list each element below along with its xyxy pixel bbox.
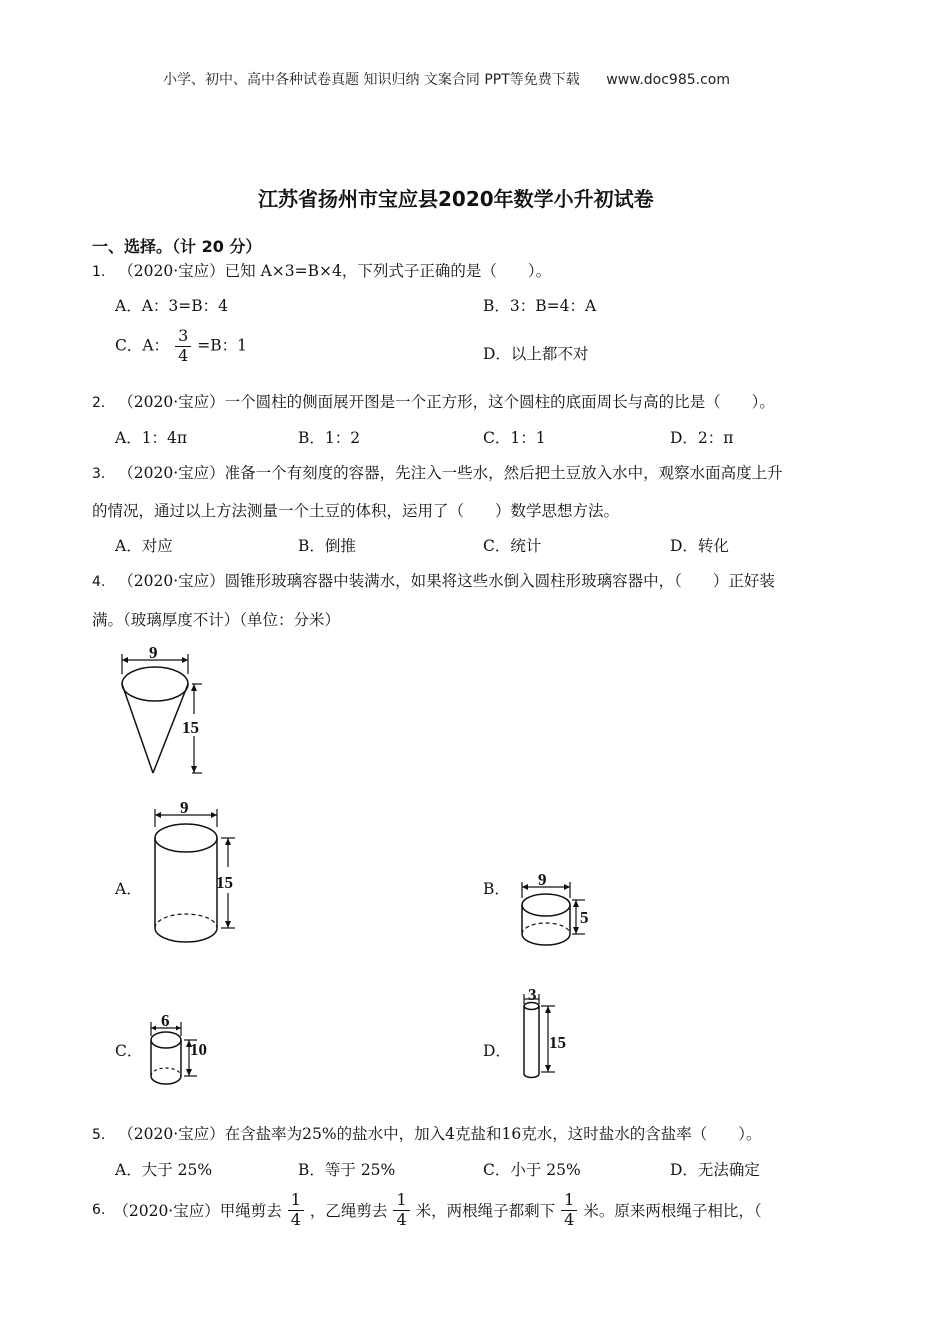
q2-option-c[interactable]: C．1：1 [483, 429, 546, 447]
question-text-part1: （2020·宝应）甲绳剪去 [113, 1202, 282, 1221]
cylinder-a-height-label: 15 [216, 873, 233, 892]
cylinder-c-diameter-label: 6 [161, 1011, 170, 1030]
q5-option-b[interactable]: B．等于 25% [298, 1161, 396, 1179]
cylinder-a-figure[interactable] [145, 795, 255, 950]
cone-diameter-label: 9 [149, 643, 158, 662]
question-text: （2020·宝应）一个圆柱的侧面展开图是一个正方形，这个圆柱的底面周长与高的比是（ ）。 [118, 393, 775, 411]
cylinder-a-diameter-label: 9 [180, 798, 189, 817]
cylinder-c-height-label: 10 [190, 1040, 207, 1059]
fraction-denominator: 4 [290, 1209, 301, 1229]
fraction-denominator: 4 [564, 1209, 575, 1229]
cylinder-d-figure[interactable] [515, 984, 585, 1084]
fraction-denominator: 4 [396, 1209, 407, 1229]
fraction [561, 1192, 577, 1229]
q1-option-b[interactable]: B．3：B=4：A [483, 297, 597, 315]
q2-option-a[interactable]: A．1：4π [115, 429, 188, 447]
q2-option-d[interactable]: D．2：π [670, 429, 734, 447]
question-number: 2. [92, 395, 106, 411]
question-3 [92, 461, 783, 483]
fraction-numerator: 1 [561, 1192, 577, 1211]
fraction [393, 1192, 409, 1229]
cylinder-c-figure[interactable] [145, 1010, 225, 1092]
q1-option-d[interactable]: D．以上都不对 [483, 345, 589, 363]
fraction-denominator: 4 [178, 345, 189, 365]
q4-option-d-label[interactable]: D． [483, 1042, 511, 1060]
q1-option-c[interactable] [115, 328, 247, 365]
question-number: 6. [92, 1202, 106, 1219]
q4-option-b-label[interactable]: B． [483, 880, 510, 898]
question-text-line1: （2020·宝应）准备一个有刻度的容器，先注入一些水，然后把土豆放入水中，观察水面高度上升 [118, 464, 783, 482]
question-text: （2020·宝应）在含盐率为25%的盐水中，加入4克盐和16克水，这时盐水的含盐率（ ）。 [118, 1125, 762, 1143]
cone-height-label: 15 [182, 718, 199, 737]
page-title: 江苏省扬州市宝应县2020年数学小升初试卷 [258, 187, 654, 211]
cylinder-b-diameter-label: 9 [538, 870, 547, 889]
q3-option-a[interactable]: A．对应 [115, 537, 173, 555]
q5-option-a[interactable]: A．大于 25% [115, 1161, 213, 1179]
question-text-part3: 米，两根绳子都剩下 [415, 1202, 556, 1221]
question-text: （2020·宝应）已知 A×3=B×4，下列式子正确的是（ ）。 [118, 262, 552, 280]
question-number: 1. [92, 264, 106, 280]
cylinder-d-height-label: 15 [549, 1033, 566, 1052]
question-1 [92, 259, 551, 281]
question-number: 3. [92, 466, 106, 482]
q5-option-d[interactable]: D．无法确定 [670, 1161, 760, 1179]
question-text-line1: （2020·宝应）圆锥形玻璃容器中装满水，如果将这些水倒入圆柱形玻璃容器中，（ ）正好装 [118, 572, 775, 590]
fraction-numerator: 1 [393, 1192, 409, 1211]
question-text-line2: 满。（玻璃厚度不计）（单位：分米） [92, 611, 341, 629]
fraction [175, 328, 191, 365]
q3-option-c[interactable]: C．统计 [483, 537, 542, 555]
fraction-numerator: 1 [288, 1192, 304, 1211]
question-4 [92, 569, 775, 591]
q4-option-c-label[interactable]: C． [115, 1042, 143, 1060]
q5-option-c[interactable]: C．小于 25% [483, 1161, 581, 1179]
cylinder-d-diameter-label: 3 [528, 985, 537, 1004]
q1-option-a[interactable]: A．A：3=B：4 [115, 297, 228, 315]
question-text-line2: 的情况，通过以上方法测量一个土豆的体积，运用了（ ）数学思想方法。 [92, 502, 620, 520]
cylinder-b-height-label: 5 [580, 908, 589, 927]
q3-option-d[interactable]: D．转化 [670, 537, 729, 555]
header-url[interactable]: www.doc985.com [606, 72, 730, 88]
section-heading: 一、选择。（计 20 分） [92, 237, 262, 256]
q2-option-b[interactable]: B．1：2 [298, 429, 361, 447]
question-text-part2: ，乙绳剪去 [309, 1202, 388, 1221]
q4-option-a-label[interactable]: A． [115, 880, 142, 898]
cylinder-b-figure[interactable] [515, 868, 605, 953]
q3-option-b[interactable]: B．倒推 [298, 537, 356, 555]
header-text: 小学、初中、高中各种试卷真题 知识归纳 文案合同 PPT等免费下载 [163, 72, 580, 88]
fraction [288, 1192, 304, 1229]
question-text-part4: 米。原来两根绳子相比，（ [583, 1202, 762, 1221]
question-number: 5. [92, 1127, 106, 1143]
fraction-numerator: 3 [175, 328, 191, 347]
q1-option-c-suffix: =B：1 [197, 336, 247, 355]
question-6 [92, 1192, 762, 1229]
q1-option-c-prefix: C．A： [115, 336, 170, 355]
question-5 [92, 1122, 761, 1144]
cone-figure [110, 640, 220, 780]
question-2 [92, 390, 775, 412]
question-number: 4. [92, 574, 106, 590]
page-header [163, 69, 730, 89]
